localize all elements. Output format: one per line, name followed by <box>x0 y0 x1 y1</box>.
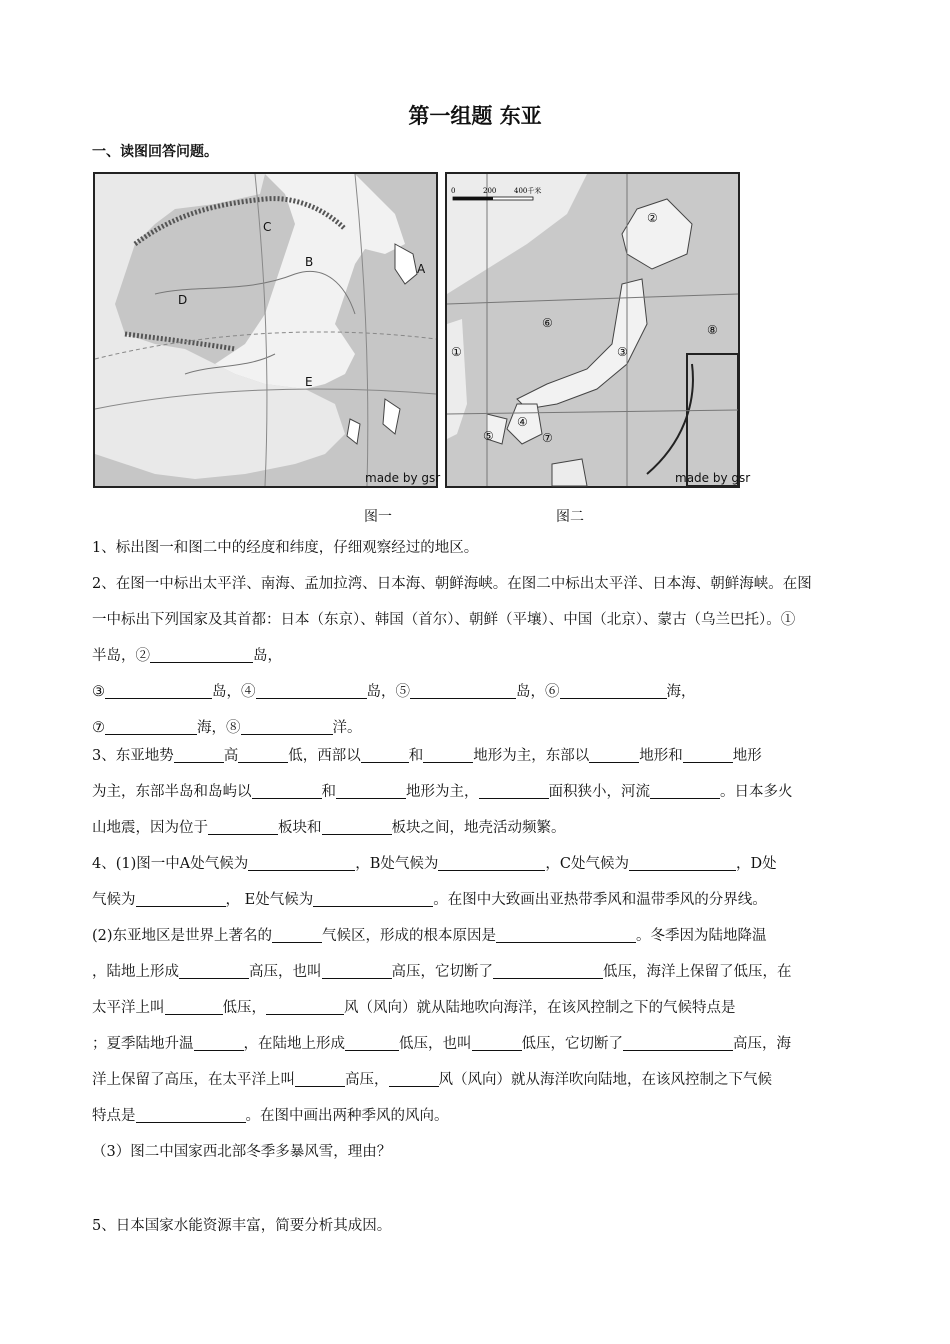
japan-map <box>447 174 751 486</box>
answer-blank[interactable] <box>208 818 278 835</box>
q2-line-5: ⑦ 海，⑧ 洋。 <box>92 720 362 736</box>
map1-label-a: A <box>417 262 426 276</box>
map2-label-7: ⑦ <box>542 431 553 445</box>
map2-label-3: ③ <box>617 345 628 359</box>
q2-line-3: 半岛，② 岛， <box>92 648 282 664</box>
map1-label-b: B <box>305 255 314 269</box>
scale-tick-400: 400千米 <box>514 187 542 195</box>
figure-1-caption: 图一 <box>364 509 392 525</box>
answer-blank[interactable] <box>560 682 667 699</box>
map2-label-6: ⑥ <box>542 316 553 330</box>
map2-watermark: made by gsr <box>675 471 751 485</box>
answer-blank[interactable] <box>479 782 549 799</box>
question-3 <box>92 738 867 846</box>
question-5 <box>92 1208 867 1244</box>
q2-line-2: 一中标出下列国家及其首都：日本（东京）、韩国（首尔）、朝鲜（平壤）、中国（北京）、蒙古（乌兰巴托）。① <box>92 612 796 628</box>
answer-blank[interactable] <box>105 682 212 699</box>
answer-blank[interactable] <box>136 1106 246 1123</box>
answer-blank[interactable] <box>241 718 333 735</box>
answer-blank[interactable] <box>105 718 197 735</box>
answer-blank[interactable] <box>496 926 636 943</box>
answer-blank[interactable] <box>256 682 367 699</box>
answer-blank[interactable] <box>266 998 344 1015</box>
map1-label-e: E <box>305 375 313 389</box>
answer-blank[interactable] <box>295 1070 345 1087</box>
answer-blank[interactable] <box>472 1034 522 1051</box>
answer-blank[interactable] <box>629 854 736 871</box>
map1-label-c: C <box>263 220 272 234</box>
answer-blank[interactable] <box>336 782 406 799</box>
answer-blank[interactable] <box>179 962 249 979</box>
answer-blank[interactable] <box>174 746 224 763</box>
question-4 <box>92 846 867 1170</box>
answer-blank[interactable] <box>589 746 639 763</box>
q4-line-5: 太平洋上叫 低压， 风（风向）就从陆地吹向海洋，在该风控制之下的气候特点是 <box>92 1000 736 1016</box>
page-title: 第一组题 东亚 <box>408 104 542 128</box>
q5-text: 5、日本国家水能资源丰富，简要分析其成因。 <box>92 1218 392 1234</box>
answer-blank[interactable] <box>252 782 322 799</box>
q4-line-7: 洋上保留了高压，在太平洋上叫 高压， 风（风向）就从海洋吹向陆地，在该风控制之下气候 <box>92 1072 772 1088</box>
map2-label-8: ⑧ <box>707 323 718 337</box>
answer-blank[interactable] <box>493 962 603 979</box>
q4-line-3: (2)东亚地区是世界上著名的 气候区，形成的根本原因是 。冬季因为陆地降温 <box>92 928 767 944</box>
answer-blank[interactable] <box>322 962 392 979</box>
answer-blank[interactable] <box>136 890 226 907</box>
map2-label-5: ⑤ <box>483 429 494 443</box>
answer-blank[interactable] <box>423 746 473 763</box>
q4-line-1: 4、(1)图一中A处气候为 ，B处气候为 ，C处气候为 ，D处 <box>92 856 777 872</box>
answer-blank[interactable] <box>683 746 733 763</box>
answer-blank[interactable] <box>238 746 288 763</box>
figure-1-map <box>93 172 441 488</box>
q2-line-4: ③ 岛，④ 岛，⑤ 岛，⑥ 海， <box>92 684 696 700</box>
figure-2-map <box>445 172 751 488</box>
q4-part-3: （3）图二中国家西北部冬季多暴风雪，理由？ <box>92 1144 392 1160</box>
map2-label-4: ④ <box>517 415 528 429</box>
map2-label-2: ② <box>647 211 658 225</box>
q3-line-1: 3、东亚地势 高 低，西部以 和 地形为主，东部以 地形和 地形 <box>92 748 762 764</box>
answer-blank[interactable] <box>322 818 392 835</box>
answer-blank[interactable] <box>410 682 516 699</box>
section-heading: 一、读图回答问题。 <box>92 144 218 160</box>
map2-label-1: ① <box>451 345 462 359</box>
figure-2-caption: 图二 <box>556 509 584 525</box>
q4-line-4: ，陆地上形成 高压，也叫 高压，它切断了 低压，海洋上保留了低压，在 <box>92 964 792 980</box>
answer-blank[interactable] <box>623 1034 733 1051</box>
map1-watermark: made by gsr <box>365 471 441 485</box>
scale-tick-0: 0 <box>451 187 456 195</box>
map1-label-d: D <box>178 293 188 307</box>
answer-blank[interactable] <box>389 1070 439 1087</box>
q3-line-3: 山地震，因为位于 板块和 板块之间，地壳活动频繁。 <box>92 820 566 836</box>
q1-text: 1、标出图一和图二中的经度和纬度，仔细观察经过的地区。 <box>92 540 479 556</box>
answer-blank[interactable] <box>361 746 409 763</box>
answer-blank[interactable] <box>194 1034 244 1051</box>
answer-blank[interactable] <box>313 890 433 907</box>
question-1 <box>92 530 867 566</box>
answer-blank[interactable] <box>272 926 322 943</box>
question-2 <box>92 566 867 746</box>
q3-line-2: 为主，东部半岛和岛屿以 和 地形为主， 面积狭小，河流 。日本多火 <box>92 784 793 800</box>
q2-line-1: 2、在图一中标出太平洋、南海、孟加拉湾、日本海、朝鲜海峡。在图二中标出太平洋、日本海、朝鲜海峡。在图 <box>92 576 812 592</box>
east-asia-map <box>95 174 441 486</box>
q4-line-8: 特点是 。在图中画出两种季风的风向。 <box>92 1108 449 1124</box>
answer-blank[interactable] <box>345 1034 399 1051</box>
answer-blank[interactable] <box>248 854 355 871</box>
answer-blank[interactable] <box>165 998 223 1015</box>
q4-line-6: ；夏季陆地升温 ，在陆地上形成 低压，也叫 低压，它切断了 高压，海 <box>92 1036 791 1052</box>
answer-blank[interactable] <box>150 646 253 663</box>
q4-line-2: 气候为 ， E处气候为 。在图中大致画出亚热带季风和温带季风的分界线。 <box>92 892 767 908</box>
answer-blank[interactable] <box>438 854 545 871</box>
answer-blank[interactable] <box>650 782 720 799</box>
scale-tick-200: 200 <box>483 187 497 195</box>
